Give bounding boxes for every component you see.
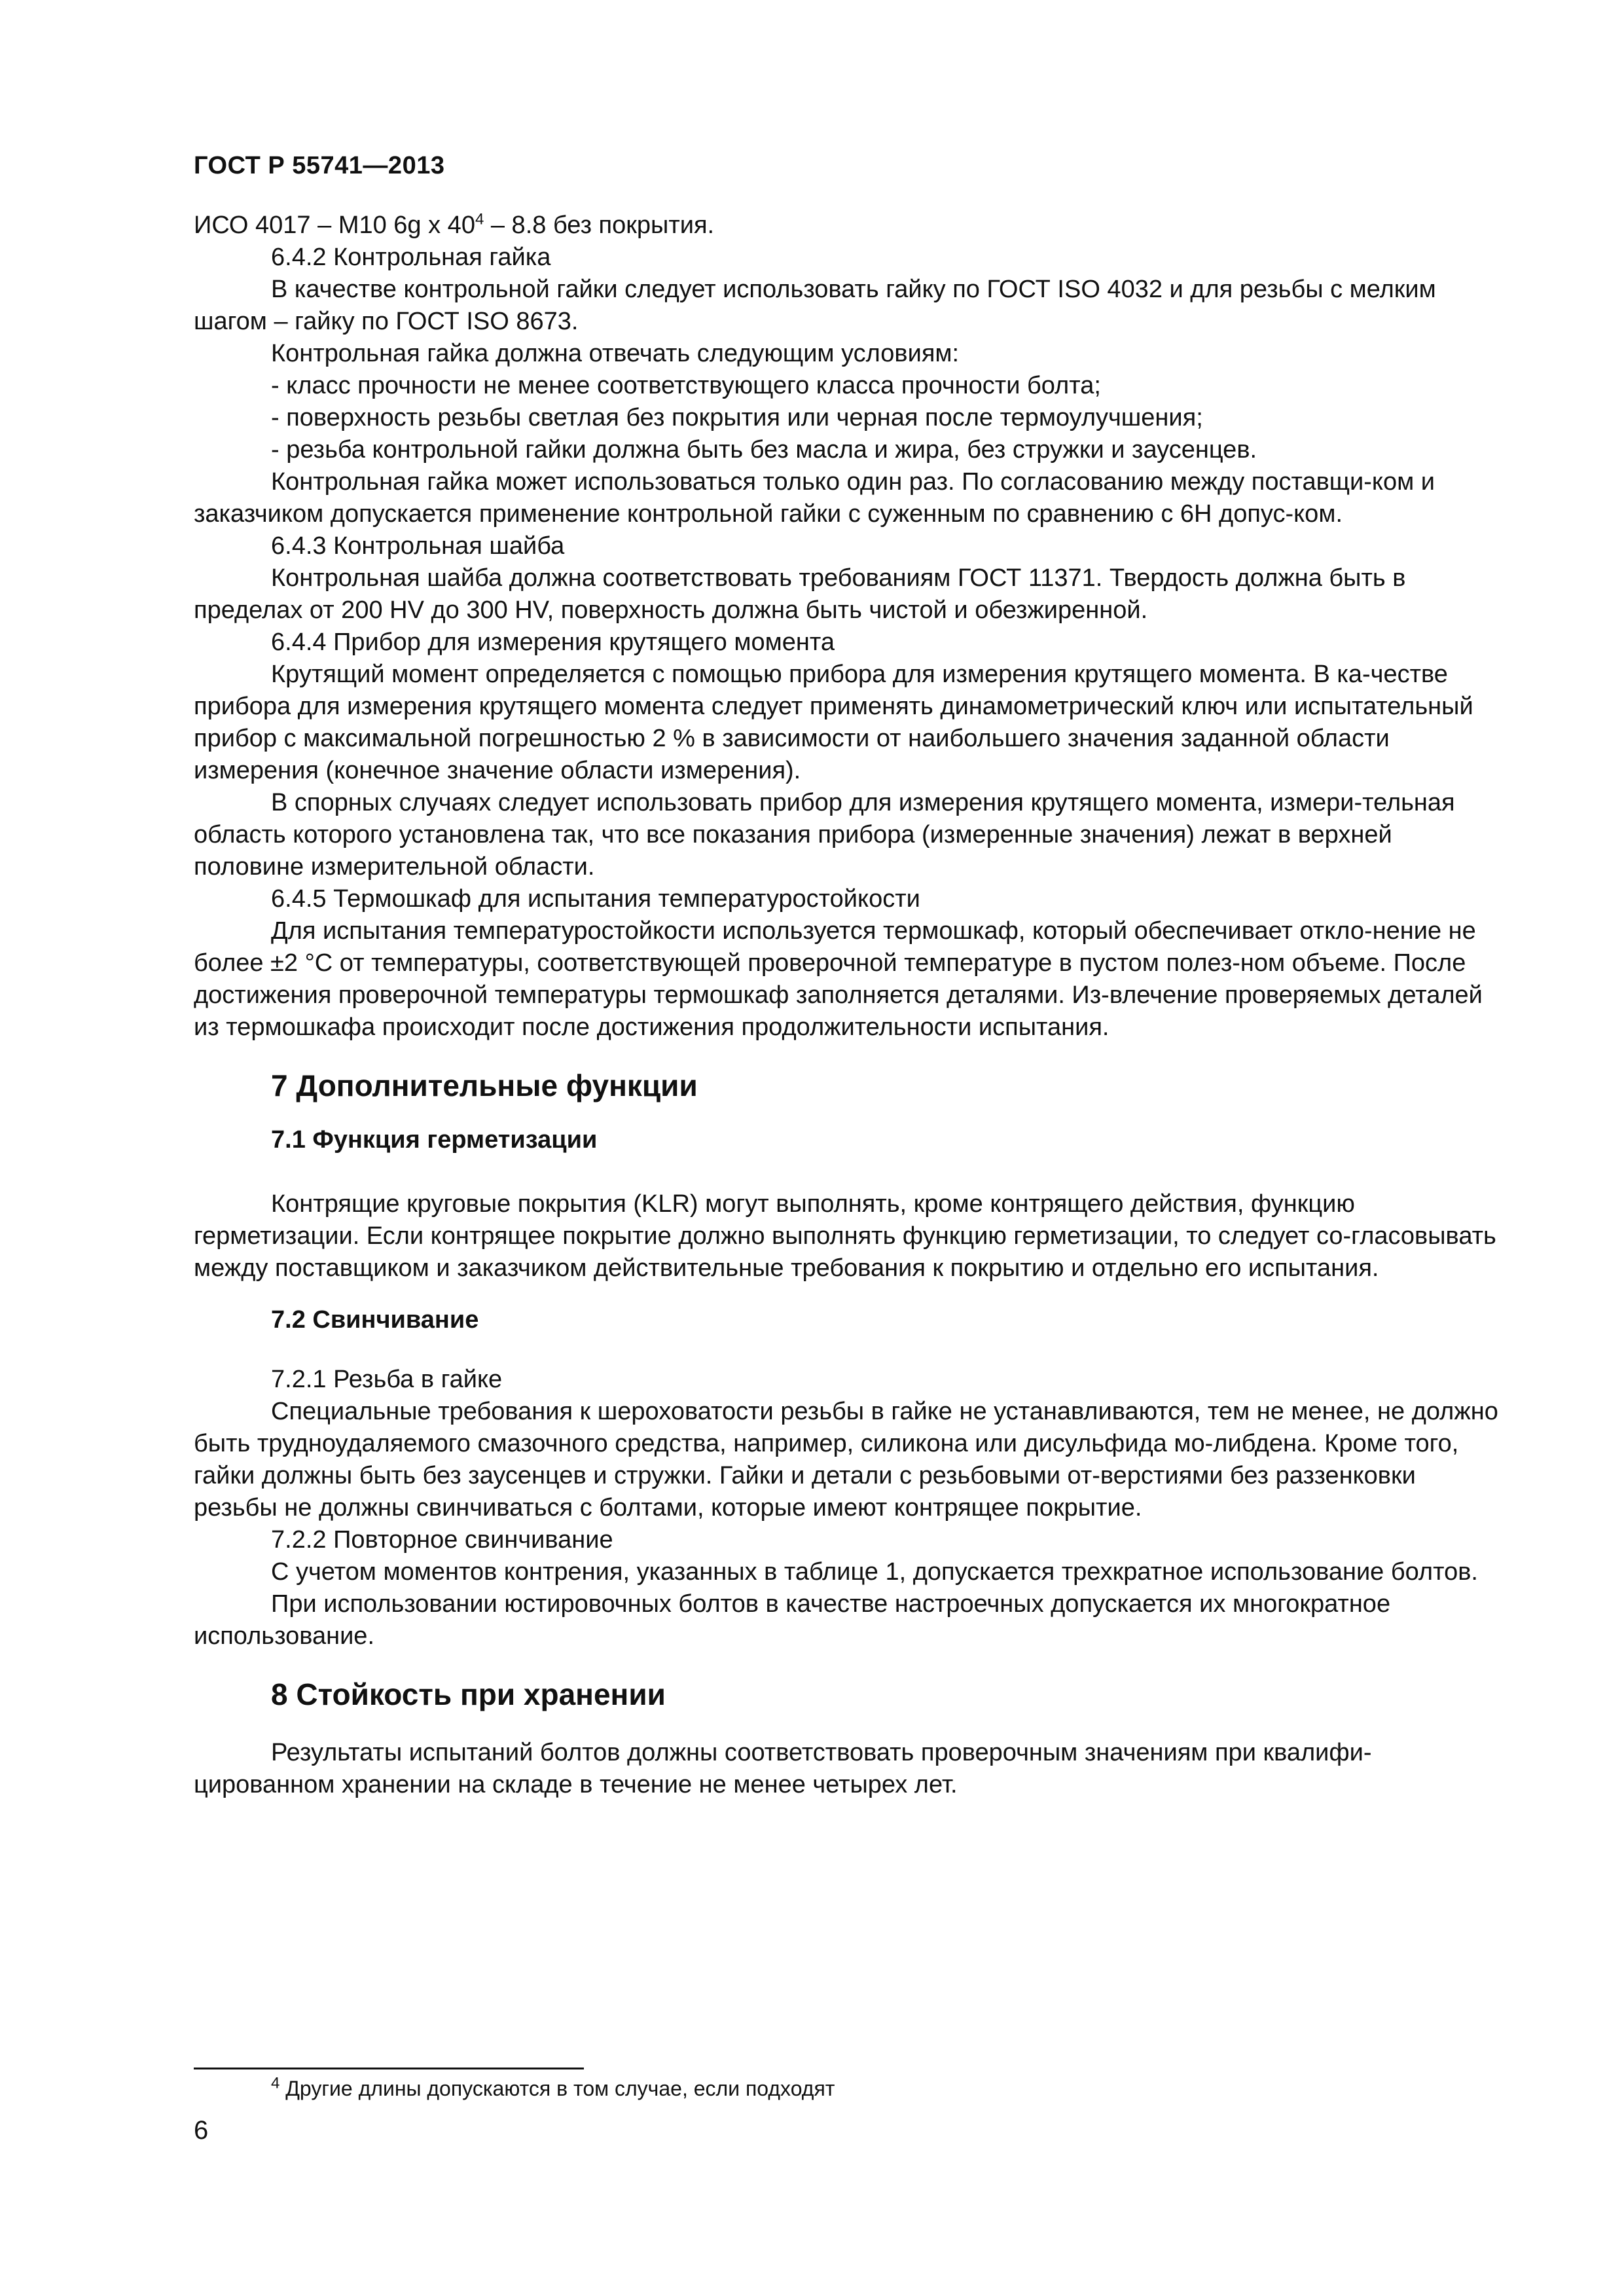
section-6-4-4-title: 6.4.4 Прибор для измерения крутящего момента	[271, 629, 835, 656]
footnote	[271, 2075, 835, 2102]
document-header: ГОСТ Р 55741—2013	[194, 152, 445, 179]
footnote-divider	[194, 2068, 584, 2069]
paragraph: Контрольная гайка должна отвечать следующим условиям:	[271, 340, 960, 367]
section-7-2-heading: 7.2 Свинчивание	[271, 1306, 479, 1334]
paragraph: Контрольная шайба должна соответствовать требованиям ГОСТ 11371. Твердость должна быть в пределах от 200 HV до 300 HV, поверхность должна быть чистой и обезжиренной.	[194, 564, 1406, 624]
footnote-mark: 4	[271, 2074, 280, 2092]
paragraph: Для испытания температуростойкости используется термошкаф, который обеспечивает откло-нение не более ±2 °С от температуры, соответствующей проверочной температуре в пустом полез-ном объеме. После достижения проверочной температуры термошкаф заполняется деталями. Из-влечение проверяемых деталей из термошкафа происходит после достижения продолжительности испытания.	[194, 917, 1483, 1041]
list-item: - резьба контрольной гайки должна быть без масла и жира, без стружки и заусенцев.	[271, 436, 1257, 464]
document-body	[194, 210, 1503, 1801]
designation-prefix: ИСО 4017 – M10 6g x 40	[194, 211, 475, 239]
footnote-text: Другие длины допускаются в том случае, если подходят	[280, 2077, 835, 2100]
list-item: - поверхность резьбы светлая без покрытия или черная после термоулучшения;	[271, 404, 1203, 431]
section-6-4-5-title: 6.4.5 Термошкаф для испытания температуростойкости	[271, 885, 920, 913]
paragraph: Контрольная гайка может использоваться только один раз. По согласованию между поставщи-ком и заказчиком допускается применение контрольной гайки с суженным по сравнению с 6Н допус-ком.	[194, 468, 1435, 528]
section-6-4-3-title: 6.4.3 Контрольная шайба	[271, 532, 565, 560]
paragraph: При использовании юстировочных болтов в качестве настроечных допускается их многократное использование.	[194, 1590, 1391, 1650]
page-number: 6	[194, 2116, 209, 2145]
paragraph: В качестве контрольной гайки следует использовать гайку по ГОСТ ISO 4032 и для резьбы с мелким шагом – гайку по ГОСТ ISO 8673.	[194, 276, 1436, 335]
paragraph: Контрящие круговые покрытия (KLR) могут выполнять, кроме контрящего действия, функцию герметизации. Если контрящее покрытие должно выполнять функцию герметизации, то следует со-гласовывать между поставщиком и заказчиком действительные требования к покрытию и отдельно его испытания.	[194, 1190, 1496, 1282]
paragraph: Крутящий момент определяется с помощью прибора для измерения крутящего момента. В ка-честве прибора для измерения крутящего момента следует применять динамометрический ключ или испытательный прибор с максимальной погрешностью 2 % в зависимости от наибольшего значения заданной области измерения (конечное значение области измерения).	[194, 661, 1473, 784]
section-7-heading: 7 Дополнительные функции	[271, 1068, 698, 1102]
paragraph: В спорных случаях следует использовать прибор для измерения крутящего момента, измери-тельная область которого установлена так, что все показания прибора (измеренные значения) лежат в верхней половине измерительной области.	[194, 789, 1455, 881]
section-7-2-1-title: 7.2.1 Резьба в гайке	[271, 1366, 503, 1393]
section-7-1-heading: 7.1 Функция герметизации	[271, 1126, 598, 1154]
paragraph: Результаты испытаний болтов должны соответствовать проверочным значениям при квалифи-цированном хранении на складе в течение не менее четырех лет.	[194, 1739, 1372, 1798]
section-8-heading: 8 Стойкость при хранении	[271, 1677, 666, 1711]
footnote-ref: 4	[475, 210, 484, 228]
section-7-2-2-title: 7.2.2 Повторное свинчивание	[271, 1526, 613, 1554]
paragraph: С учетом моментов контрения, указанных в таблице 1, допускается трехкратное использование болтов.	[271, 1558, 1478, 1586]
designation-line	[194, 210, 1503, 242]
designation-suffix: – 8.8 без покрытия.	[484, 211, 715, 239]
section-6-4-2-title: 6.4.2 Контрольная гайка	[271, 244, 551, 271]
paragraph: Специальные требования к шероховатости резьбы в гайке не устанавливаются, тем не менее, не должно быть трудноудаляемого смазочного средства, например, силикона или дисульфида мо-либдена. Кроме того, гайки должны быть без заусенцев и стружки. Гайки и детали с резьбовыми от-верстиями без раззенковки резьбы не должны свинчиваться с болтами, которые имеют контрящее покрытие.	[194, 1398, 1498, 1522]
list-item: - класс прочности не менее соответствующего класса прочности болта;	[271, 372, 1101, 399]
